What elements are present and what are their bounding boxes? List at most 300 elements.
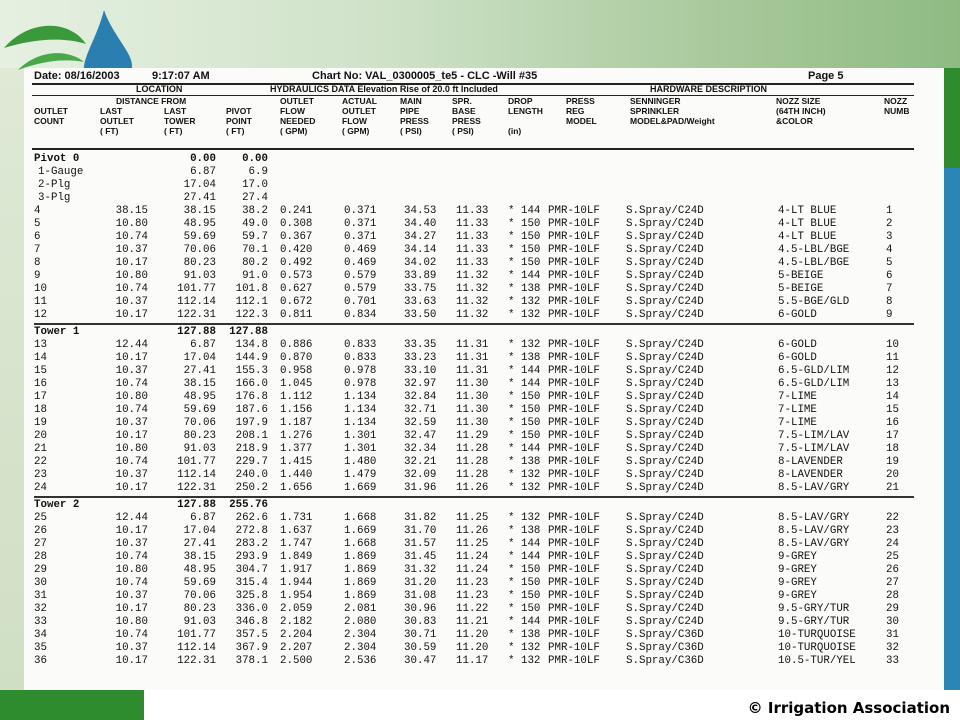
cell-reg: PMR-10LF <box>548 616 600 628</box>
cell-drop: * 144 <box>508 270 541 282</box>
cell-nozz: 7-LIME <box>778 404 817 416</box>
table-row <box>34 603 914 616</box>
cell-actual: 0.469 <box>344 257 377 269</box>
cell-actual: 2.081 <box>344 603 377 615</box>
cell-pivot: 59.7 <box>242 231 268 243</box>
logo-leaf-left <box>4 26 86 48</box>
cell-spr: S.Spray/C24D <box>626 551 704 563</box>
cell-nozz: 4-LT BLUE <box>778 205 837 217</box>
cell-last-tower: 17.04 <box>183 179 216 191</box>
cell-outlet: 21 <box>34 443 47 455</box>
cell-nozz: 4-LT BLUE <box>778 218 837 230</box>
cell-main: 33.75 <box>404 283 437 295</box>
cell-drop: * 150 <box>508 391 541 403</box>
cell-needed: 1.656 <box>280 482 313 494</box>
cell-pivot: 27.4 <box>242 192 268 204</box>
cell-actual: 1.134 <box>344 417 377 429</box>
cell-reg: PMR-10LF <box>548 231 600 243</box>
cell-reg: PMR-10LF <box>548 564 600 576</box>
cell-reg: PMR-10LF <box>548 655 600 667</box>
cell-outlet: 15 <box>34 365 47 377</box>
cell-nozz: 7-LIME <box>778 391 817 403</box>
cell-nozz: 10.5-TUR/YEL <box>778 655 856 667</box>
cell-numb: 20 <box>886 469 899 481</box>
cell-reg: PMR-10LF <box>548 577 600 589</box>
cell-last-outlet: 10.74 <box>115 629 148 641</box>
col-sprinkler-model: SENNINGER SPRINKLER MODEL&PAD/Weight <box>630 96 715 126</box>
cell-needed: 2.500 <box>280 655 313 667</box>
cell-drop: * 132 <box>508 655 541 667</box>
cell-spr: S.Spray/C24D <box>626 352 704 364</box>
cell-needed: 0.886 <box>280 339 313 351</box>
cell-nozz: 4.5-LBL/BGE <box>778 244 850 256</box>
cell-drop: * 150 <box>508 564 541 576</box>
cell-last-outlet: 10.80 <box>115 564 148 576</box>
cell-last-tower: 127.88 <box>177 326 216 338</box>
cell-outlet: 28 <box>34 551 47 563</box>
cell-drop: * 132 <box>508 642 541 654</box>
cell-nozz: 10-TURQUOISE <box>778 629 856 641</box>
cell-numb: 26 <box>886 564 899 576</box>
cell-outlet: 13 <box>34 339 47 351</box>
cell-reg: PMR-10LF <box>548 244 600 256</box>
cell-actual: 1.869 <box>344 564 377 576</box>
col-actual-outlet-flow: ACTUAL OUTLET FLOW ( GPM) <box>342 96 377 136</box>
cell-spr: S.Spray/C24D <box>626 417 704 429</box>
cell-last-tower: 112.14 <box>177 642 216 654</box>
slide-bottom-green-accent <box>0 690 144 720</box>
cell-pivot: 346.8 <box>235 616 268 628</box>
cell-nozz: 8.5-LAV/GRY <box>778 482 850 494</box>
cell-reg: PMR-10LF <box>548 205 600 217</box>
cell-last-tower: 59.69 <box>183 404 216 416</box>
cell-reg: PMR-10LF <box>548 538 600 550</box>
cell-outlet: Pivot 0 <box>34 153 80 165</box>
cell-main: 33.63 <box>404 296 437 308</box>
cell-outlet: 25 <box>34 512 47 524</box>
cell-actual: 1.134 <box>344 404 377 416</box>
table-row <box>34 616 914 629</box>
table-row <box>34 512 914 525</box>
col-nozz-numb: NOZZ NUMB <box>884 96 910 116</box>
col-drop-length: DROP LENGTH (in) <box>508 96 543 136</box>
cell-drop: * 144 <box>508 551 541 563</box>
cell-main: 31.70 <box>404 525 437 537</box>
cell-numb: 17 <box>886 430 899 442</box>
cell-pivot: 250.2 <box>235 482 268 494</box>
cell-last-tower: 122.31 <box>177 309 216 321</box>
cell-last-outlet: 10.80 <box>115 391 148 403</box>
cell-last-outlet: 10.74 <box>115 283 148 295</box>
cell-needed: 0.492 <box>280 257 313 269</box>
cell-needed: 0.573 <box>280 270 313 282</box>
cell-reg: PMR-10LF <box>548 365 600 377</box>
cell-last-outlet: 10.74 <box>115 577 148 589</box>
cell-nozz: 6-GOLD <box>778 309 817 321</box>
cell-outlet: 22 <box>34 456 47 468</box>
cell-nozz: 7-LIME <box>778 417 817 429</box>
cell-reg: PMR-10LF <box>548 629 600 641</box>
cell-main: 32.97 <box>404 378 437 390</box>
cell-last-tower: 70.06 <box>183 590 216 602</box>
cell-last-outlet: 10.17 <box>115 352 148 364</box>
cell-actual: 1.669 <box>344 482 377 494</box>
cell-reg: PMR-10LF <box>548 551 600 563</box>
cell-drop: * 132 <box>508 309 541 321</box>
cell-last-tower: 17.04 <box>183 525 216 537</box>
cell-last-tower: 6.87 <box>190 339 216 351</box>
cell-pivot: 208.1 <box>235 430 268 442</box>
cell-pivot: 325.8 <box>235 590 268 602</box>
cell-numb: 6 <box>886 270 893 282</box>
cell-needed: 0.811 <box>280 309 313 321</box>
cell-numb: 5 <box>886 257 893 269</box>
cell-numb: 31 <box>886 629 899 641</box>
cell-numb: 24 <box>886 538 899 550</box>
slide-header-band <box>0 0 960 68</box>
cell-outlet: Tower 1 <box>34 326 80 338</box>
section-location: LOCATION <box>136 84 183 94</box>
page-number: Page 5 <box>808 70 844 82</box>
cell-pivot: 80.2 <box>242 257 268 269</box>
cell-reg: PMR-10LF <box>548 430 600 442</box>
cell-last-outlet: 12.44 <box>115 512 148 524</box>
cell-reg: PMR-10LF <box>548 339 600 351</box>
cell-last-outlet: 10.17 <box>115 603 148 615</box>
cell-outlet: 27 <box>34 538 47 550</box>
cell-base: 11.25 <box>456 538 489 550</box>
cell-outlet: 19 <box>34 417 47 429</box>
table-row <box>34 244 914 257</box>
cell-actual: 0.701 <box>344 296 377 308</box>
cell-needed: 0.241 <box>280 205 313 217</box>
cell-numb: 8 <box>886 296 893 308</box>
cell-base: 11.29 <box>456 430 489 442</box>
cell-numb: 7 <box>886 283 893 295</box>
cell-nozz: 9-GREY <box>778 590 817 602</box>
cell-drop: * 132 <box>508 482 541 494</box>
cell-drop: * 138 <box>508 283 541 295</box>
cell-main: 31.82 <box>404 512 437 524</box>
cell-last-outlet: 10.74 <box>115 231 148 243</box>
cell-spr: S.Spray/C24D <box>626 603 704 615</box>
cell-needed: 2.207 <box>280 642 313 654</box>
cell-pivot: 187.6 <box>235 404 268 416</box>
cell-actual: 1.869 <box>344 590 377 602</box>
table-row <box>34 309 914 322</box>
cell-needed: 1.944 <box>280 577 313 589</box>
cell-needed: 1.187 <box>280 417 313 429</box>
cell-base: 11.33 <box>456 244 489 256</box>
cell-actual: 0.579 <box>344 283 377 295</box>
cell-base: 11.17 <box>456 655 489 667</box>
cell-pivot: 166.0 <box>235 378 268 390</box>
cell-main: 31.08 <box>404 590 437 602</box>
cell-spr: S.Spray/C24D <box>626 244 704 256</box>
distance-from-heading: DISTANCE FROM <box>116 96 187 106</box>
table-row <box>34 551 914 564</box>
cell-spr: S.Spray/C24D <box>626 564 704 576</box>
cell-main: 34.14 <box>404 244 437 256</box>
cell-main: 31.20 <box>404 577 437 589</box>
cell-base: 11.28 <box>456 443 489 455</box>
cell-numb: 16 <box>886 417 899 429</box>
cell-numb: 15 <box>886 404 899 416</box>
cell-last-tower: 38.15 <box>183 205 216 217</box>
cell-spr: S.Spray/C24D <box>626 512 704 524</box>
cell-outlet: 18 <box>34 404 47 416</box>
cell-drop: * 150 <box>508 404 541 416</box>
cell-pivot: 367.9 <box>235 642 268 654</box>
cell-last-outlet: 10.37 <box>115 469 148 481</box>
cell-last-tower: 122.31 <box>177 482 216 494</box>
col-main-pipe-press: MAIN PIPE PRESS ( PSI) <box>400 96 429 136</box>
cell-drop: * 132 <box>508 296 541 308</box>
cell-outlet: 20 <box>34 430 47 442</box>
cell-nozz: 9.5-GRY/TUR <box>778 616 850 628</box>
cell-pivot: 262.6 <box>235 512 268 524</box>
cell-drop: * 138 <box>508 525 541 537</box>
cell-spr: S.Spray/C24D <box>626 257 704 269</box>
cell-base: 11.33 <box>456 205 489 217</box>
cell-actual: 2.304 <box>344 642 377 654</box>
table-row <box>34 339 914 352</box>
cell-nozz: 7.5-LIM/LAV <box>778 430 850 442</box>
cell-numb: 1 <box>886 205 893 217</box>
cell-actual: 1.134 <box>344 391 377 403</box>
cell-numb: 32 <box>886 642 899 654</box>
table-row <box>34 283 914 296</box>
cell-nozz: 6.5-GLD/LIM <box>778 378 850 390</box>
cell-numb: 19 <box>886 456 899 468</box>
cell-base: 11.32 <box>456 309 489 321</box>
cell-numb: 3 <box>886 231 893 243</box>
cell-actual: 1.479 <box>344 469 377 481</box>
cell-pivot: 378.1 <box>235 655 268 667</box>
tower-separator <box>34 496 914 498</box>
cell-pivot: 336.0 <box>235 603 268 615</box>
table-row <box>34 525 914 538</box>
cell-numb: 2 <box>886 218 893 230</box>
cell-drop: * 138 <box>508 456 541 468</box>
cell-pivot: 49.0 <box>242 218 268 230</box>
cell-numb: 23 <box>886 525 899 537</box>
cell-main: 30.47 <box>404 655 437 667</box>
cell-nozz: 8-LAVENDER <box>778 469 843 481</box>
table-row <box>34 166 914 179</box>
cell-reg: PMR-10LF <box>548 469 600 481</box>
cell-main: 31.45 <box>404 551 437 563</box>
table-row <box>34 296 914 309</box>
cell-base: 11.20 <box>456 629 489 641</box>
cell-outlet: 30 <box>34 577 47 589</box>
cell-outlet: 16 <box>34 378 47 390</box>
cell-base: 11.26 <box>456 482 489 494</box>
cell-pivot: 91.0 <box>242 270 268 282</box>
col-outlet-flow-needed: OUTLET FLOW NEEDED ( GPM) <box>280 96 316 136</box>
cell-drop: * 144 <box>508 443 541 455</box>
table-row <box>34 378 914 391</box>
cell-actual: 2.080 <box>344 616 377 628</box>
cell-reg: PMR-10LF <box>548 352 600 364</box>
cell-numb: 11 <box>886 352 899 364</box>
table-row <box>34 577 914 590</box>
cell-drop: * 150 <box>508 577 541 589</box>
cell-nozz: 8-LAVENDER <box>778 456 843 468</box>
cell-nozz: 4-LT BLUE <box>778 231 837 243</box>
cell-needed: 0.672 <box>280 296 313 308</box>
cell-spr: S.Spray/C24D <box>626 391 704 403</box>
cell-nozz: 5.5-BGE/GLD <box>778 296 850 308</box>
cell-actual: 0.469 <box>344 244 377 256</box>
cell-pivot: 127.88 <box>229 326 268 338</box>
cell-nozz: 9-GREY <box>778 551 817 563</box>
cell-last-tower: 80.23 <box>183 603 216 615</box>
cell-last-outlet: 10.17 <box>115 655 148 667</box>
cell-spr: S.Spray/C24D <box>626 443 704 455</box>
cell-last-outlet: 10.74 <box>115 456 148 468</box>
cell-actual: 0.833 <box>344 339 377 351</box>
cell-last-outlet: 12.44 <box>115 339 148 351</box>
cell-last-outlet: 10.17 <box>115 525 148 537</box>
cell-actual: 0.978 <box>344 365 377 377</box>
cell-pivot: 38.2 <box>242 205 268 217</box>
table-row <box>34 590 914 603</box>
cell-main: 30.83 <box>404 616 437 628</box>
cell-outlet: 14 <box>34 352 47 364</box>
cell-needed: 0.958 <box>280 365 313 377</box>
cell-pivot: 176.8 <box>235 391 268 403</box>
cell-reg: PMR-10LF <box>548 512 600 524</box>
cell-drop: * 132 <box>508 339 541 351</box>
cell-outlet: 1-Gauge <box>38 166 84 178</box>
cell-main: 31.96 <box>404 482 437 494</box>
header-bottom-rule <box>32 148 914 150</box>
cell-base: 11.33 <box>456 257 489 269</box>
cell-pivot: 17.0 <box>242 179 268 191</box>
tower-row <box>34 326 914 339</box>
table-row <box>34 456 914 469</box>
cell-last-outlet: 10.37 <box>115 590 148 602</box>
table-row <box>34 655 914 668</box>
cell-nozz: 4.5-LBL/BGE <box>778 257 850 269</box>
table-row <box>34 270 914 283</box>
cell-main: 32.84 <box>404 391 437 403</box>
cell-actual: 2.304 <box>344 629 377 641</box>
table-row <box>34 417 914 430</box>
cell-last-outlet: 10.37 <box>115 296 148 308</box>
cell-last-tower: 6.87 <box>190 166 216 178</box>
cell-reg: PMR-10LF <box>548 309 600 321</box>
cell-spr: S.Spray/C36D <box>626 642 704 654</box>
cell-main: 32.09 <box>404 469 437 481</box>
cell-spr: S.Spray/C24D <box>626 231 704 243</box>
cell-base: 11.28 <box>456 456 489 468</box>
cell-actual: 1.301 <box>344 430 377 442</box>
cell-needed: 1.917 <box>280 564 313 576</box>
cell-numb: 27 <box>886 577 899 589</box>
cell-main: 31.57 <box>404 538 437 550</box>
cell-spr: S.Spray/C24D <box>626 283 704 295</box>
cell-pivot: 272.8 <box>235 525 268 537</box>
cell-spr: S.Spray/C24D <box>626 339 704 351</box>
cell-main: 30.59 <box>404 642 437 654</box>
cell-numb: 18 <box>886 443 899 455</box>
cell-last-tower: 91.03 <box>183 270 216 282</box>
cell-last-outlet: 10.37 <box>115 244 148 256</box>
cell-base: 11.31 <box>456 339 489 351</box>
cell-main: 30.71 <box>404 629 437 641</box>
cell-needed: 1.415 <box>280 456 313 468</box>
table-row <box>34 443 914 456</box>
cell-last-tower: 91.03 <box>183 443 216 455</box>
cell-last-tower: 59.69 <box>183 231 216 243</box>
cell-base: 11.33 <box>456 218 489 230</box>
cell-reg: PMR-10LF <box>548 296 600 308</box>
col-pivot-point: PIVOT POINT ( FT) <box>226 106 252 136</box>
cell-numb: 28 <box>886 590 899 602</box>
cell-drop: * 150 <box>508 430 541 442</box>
cell-spr: S.Spray/C24D <box>626 218 704 230</box>
report-date: Date: 08/16/2003 <box>34 70 120 82</box>
cell-last-tower: 59.69 <box>183 577 216 589</box>
cell-nozz: 6-GOLD <box>778 339 817 351</box>
cell-base: 11.25 <box>456 512 489 524</box>
cell-drop: * 144 <box>508 616 541 628</box>
cell-last-tower: 80.23 <box>183 257 216 269</box>
cell-numb: 4 <box>886 244 893 256</box>
tower-row <box>34 153 914 166</box>
cell-drop: * 150 <box>508 244 541 256</box>
cell-last-outlet: 10.74 <box>115 404 148 416</box>
cell-needed: 1.156 <box>280 404 313 416</box>
cell-reg: PMR-10LF <box>548 525 600 537</box>
cell-spr: S.Spray/C24D <box>626 378 704 390</box>
cell-main: 34.27 <box>404 231 437 243</box>
cell-needed: 0.308 <box>280 218 313 230</box>
cell-actual: 1.668 <box>344 512 377 524</box>
cell-pivot: 229.7 <box>235 456 268 468</box>
cell-nozz: 10-TURQUOISE <box>778 642 856 654</box>
cell-needed: 2.059 <box>280 603 313 615</box>
cell-last-outlet: 10.80 <box>115 443 148 455</box>
cell-numb: 30 <box>886 616 899 628</box>
cell-actual: 1.480 <box>344 456 377 468</box>
cell-base: 11.30 <box>456 378 489 390</box>
cell-last-tower: 122.31 <box>177 655 216 667</box>
cell-base: 11.31 <box>456 365 489 377</box>
cell-drop: * 144 <box>508 205 541 217</box>
cell-actual: 0.978 <box>344 378 377 390</box>
slide-right-blue-accent <box>944 168 960 690</box>
cell-numb: 10 <box>886 339 899 351</box>
cell-reg: PMR-10LF <box>548 283 600 295</box>
cell-base: 11.23 <box>456 577 489 589</box>
col-outlet-count: OUTLET COUNT <box>34 106 68 126</box>
cell-pivot: 283.2 <box>235 538 268 550</box>
cell-actual: 2.536 <box>344 655 377 667</box>
cell-nozz: 6.5-GLD/LIM <box>778 365 850 377</box>
cell-last-tower: 38.15 <box>183 551 216 563</box>
cell-actual: 0.371 <box>344 231 377 243</box>
cell-base: 11.32 <box>456 283 489 295</box>
cell-spr: S.Spray/C24D <box>626 404 704 416</box>
cell-last-outlet: 38.15 <box>115 205 148 217</box>
cell-main: 32.47 <box>404 430 437 442</box>
cell-needed: 1.276 <box>280 430 313 442</box>
cell-pivot: 255.76 <box>229 499 268 511</box>
cell-nozz: 5-BEIGE <box>778 270 824 282</box>
